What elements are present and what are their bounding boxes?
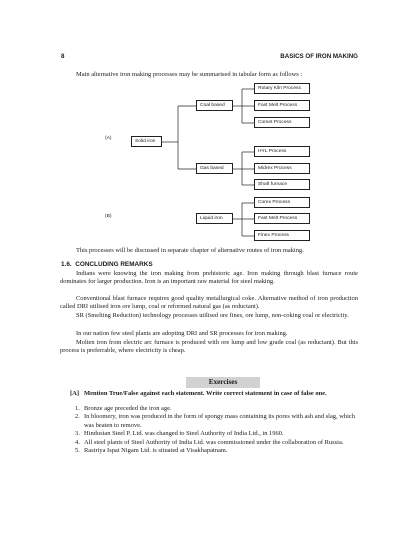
concluding-paragraph: In our nation few steel plants are adopting DRI and SR processes for iron making. (76, 330, 288, 337)
label-b: (B) (105, 214, 112, 219)
process-box: Midrex Process (254, 163, 310, 174)
gas-based-box: Gas based (196, 163, 233, 174)
exercises-title: Exercises (186, 377, 260, 388)
question-text: Bronze age preceded the iron age. (84, 405, 172, 412)
coal-based-box: Coal based (196, 100, 233, 111)
question-number: 2. (75, 413, 80, 421)
question-number: 4. (75, 438, 80, 446)
process-box: Finex Process (254, 230, 310, 241)
process-box: Comet Process (254, 117, 310, 128)
concluding-paragraph: Conventional blast furnace requires good quality metallurgical coke. Alternative method of iron production called DRI utilised iron ore lump, coal or reformed natural gas (as reductant). (60, 295, 358, 311)
after-diagram-paragraph: This processes will be discussed in separate chapter of alternative routes of iron making. (76, 247, 304, 254)
liquid-iron-box: Liquid iron (196, 213, 233, 224)
part-instruction: Mention True/False against each statement. Write correct statement in case of false one. (84, 390, 327, 397)
label-a: (A) (105, 136, 112, 141)
concluding-paragraph: SR (Smelting Reduction) technology processes utilised ore fines, ore lump, non-coking coal or electricity. (76, 312, 349, 319)
process-box: Rotary Kiln Process (254, 83, 310, 94)
part-label: [A] (70, 390, 80, 397)
question-text: In bloomery, iron was produced in the form of spongy mass containing its pores with ash and slag, which was beaten to remove. (84, 413, 355, 429)
concluding-paragraph: Molten iron from electric arc furnace is produced with ore lump and low grade coal (as reductant). But this process is preferrable, where electricity is cheap. (60, 339, 358, 355)
list-item (75, 430, 358, 438)
process-box: Fast Melt Process (254, 213, 310, 224)
section-title: CONCLUDING REMARKS (75, 261, 153, 268)
process-box: Corex Process (254, 197, 310, 208)
section-heading (61, 261, 153, 268)
process-box: Fast Melt Process (254, 100, 310, 111)
list-item (75, 413, 358, 430)
process-box: Shaft furnace (254, 179, 310, 190)
exercise-instruction (70, 390, 358, 398)
question-text: All steel plants of Steel Authority of India Ltd. was commissioned under the collaboration of Russia. (84, 438, 344, 446)
concluding-paragraph: Indians were knowing the iron making from prehistoric age. Iron making through blast furnace route dominates for larger production. Iron is an important raw material for steel making. (60, 270, 358, 286)
question-number: 3. (75, 430, 80, 438)
question-number: 1. (75, 405, 80, 412)
list-item (75, 405, 358, 413)
question-text: Hindustan Steel P. Ltd. was changed to Steel Authority of India Ltd., in 1960. (84, 430, 284, 438)
solid-iron-box: Solid iron (131, 136, 162, 147)
running-title: BASICS OF IRON MAKING (280, 53, 358, 60)
list-item (75, 447, 358, 455)
section-number: 1.6. (61, 261, 72, 268)
question-list (75, 405, 358, 455)
list-item (75, 439, 358, 447)
intro-paragraph: Main alternative iron making processes may be summarised in tabular form as follows : (76, 71, 303, 78)
question-number: 5. (75, 447, 80, 455)
page-number: 8 (61, 53, 65, 60)
question-text: Rastriya Ispat Nigam Ltd. is situated at Visakhapatnam. (84, 447, 228, 455)
process-box: HYL Process (254, 146, 310, 157)
